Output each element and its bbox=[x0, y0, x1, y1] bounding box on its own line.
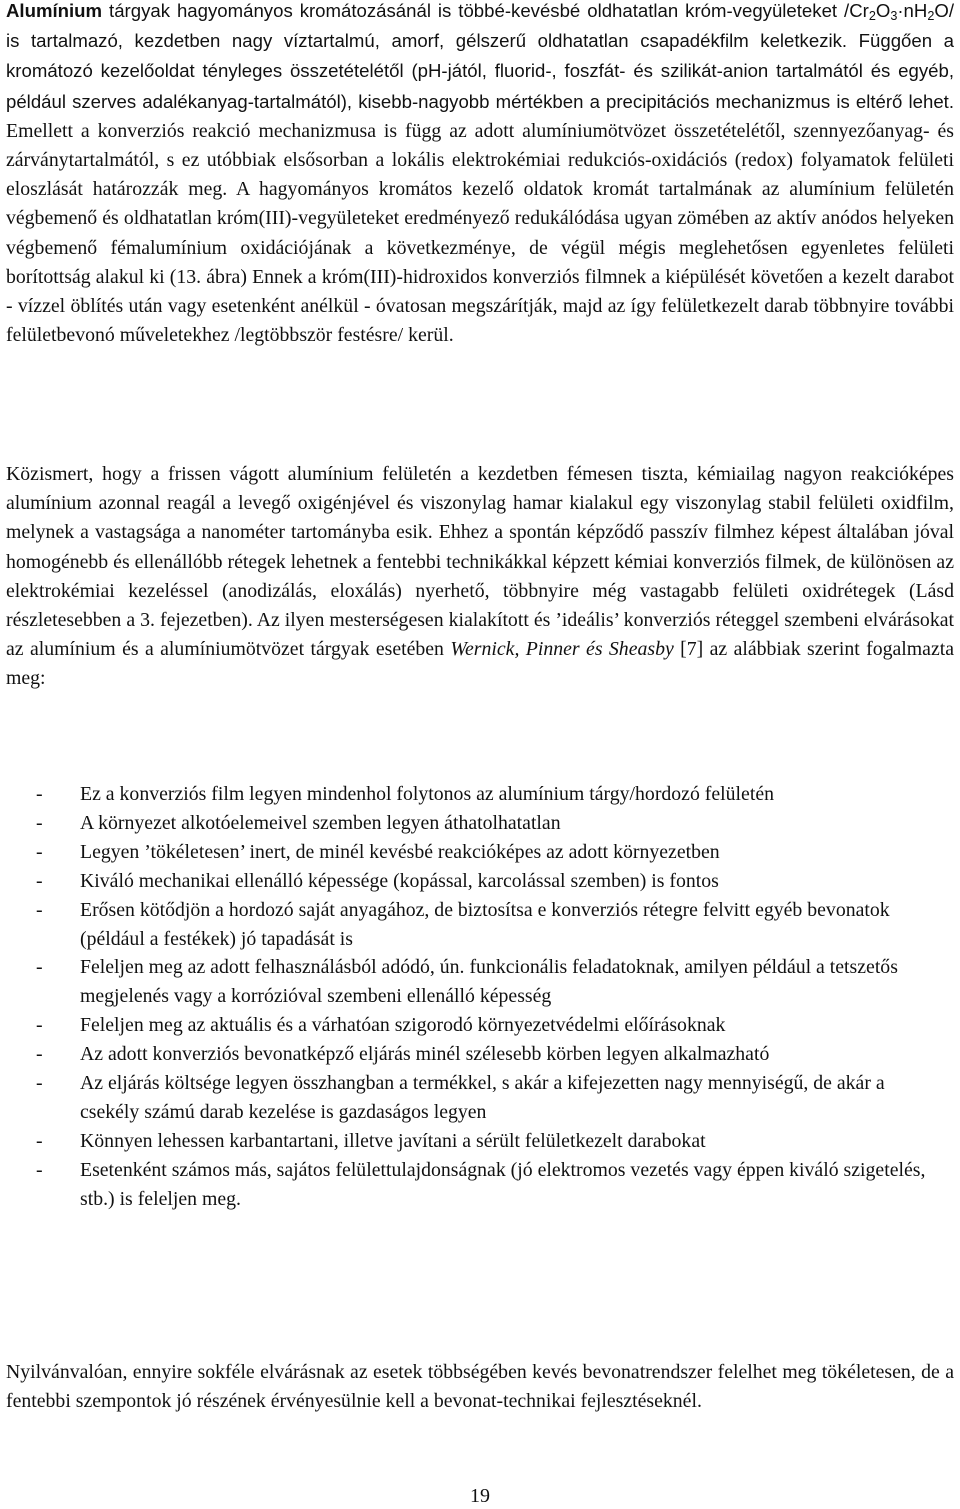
list-item bbox=[6, 780, 946, 809]
list-marker: - bbox=[36, 840, 43, 863]
list-marker: - bbox=[36, 1043, 43, 1066]
list-marker: - bbox=[36, 1072, 43, 1095]
list-marker: - bbox=[36, 956, 43, 979]
paragraph-conclusion: Nyilvánvalóan, ennyire sokféle elvárásnak az esetek többségében kevés bevonatrendszer felelhet meg tökéletesen, de a fentebbi szempontok jó részének érvényesülnie kell a bevonat-technikai fejlesztéseknél. bbox=[6, 1361, 954, 1413]
list-item-text: Könnyen lehessen karbantartani, illetve javítani a sérült felületkezelt darabokat bbox=[80, 1129, 706, 1152]
list-item bbox=[6, 896, 946, 954]
list-item-text: Erősen kötődjön a hordozó saját anyagához, de biztosítsa e konverziós rétegre felvitt egyéb bevonatok (például a festékek) jó tapadását is bbox=[80, 898, 890, 950]
list-marker: - bbox=[36, 1158, 43, 1181]
list-marker: - bbox=[36, 898, 43, 921]
list-marker: - bbox=[36, 1014, 43, 1037]
list-item bbox=[6, 838, 946, 867]
list-item-text: A környezet alkotóelemeivel szemben legyen áthatolhatatlan bbox=[80, 811, 561, 834]
list-item-text: Az adott konverziós bevonatképző eljárás minél szélesebb körben legyen alkalmazható bbox=[80, 1043, 770, 1066]
list-item bbox=[6, 1127, 946, 1156]
paragraph-oxide-film: Közismert, hogy a frissen vágott alumínium felületén a kezdetben fémesen tiszta, kémiailag nagyon reakcióképes alumínium azonnal reagál a levegő oxigénjével és viszonylag hamar kialakul egy viszonylag stabil felületi oxidfilm, melynek a vastagsága a nanométer tartományba esik. Ehhez a spontán képződő passzív filmhez képest általában jóval homogénebb és ellenállóbb rétegek lehetnek a fentebbi technikákkal képzett kémiai konverziós filmek, de különösen az elektrokémiai kezeléssel (anodizálás, eloxálás) nyerhető, többnyire még vastagabb felületi oxidrétegek (Lásd részletesebben a 3. fejezetben). Az ilyen mesterségesen kialakított és ’ideális’ konverziós réteggel szembeni elvárásokat az alumínium és a alumíniumötvözet tárgyak esetében Wernick, Pinner és Sheasby [7] az alábbiak szerint fogalmazta meg: bbox=[6, 463, 954, 690]
list-marker: - bbox=[36, 1129, 43, 1152]
list-item bbox=[6, 953, 946, 1011]
author-citation: Wernick, Pinner és Sheasby bbox=[450, 638, 674, 661]
list-marker: - bbox=[36, 783, 43, 805]
list-item bbox=[6, 1011, 946, 1040]
list-item-text: Legyen ’tökéletesen’ inert, de minél kevésbé reakcióképes az adott környezetben bbox=[80, 840, 720, 863]
list-marker: - bbox=[36, 811, 43, 834]
paragraph-chromating: Alumínium tárgyak hagyományos kromátozásánál is többé-kevésbé oldhatatlan króm-vegyületeket $/Cr_2O_3\cdot nH_2O/$ is tartalmazó, kezdetben nagy víztartalmú, amorf, gélszerű oldhatatlan csapadékfilm keletkezik. Függően a kromátozó kezelőoldat tényleges összetételétől (pH-jától, fluorid-, foszfát- és szilikát-anion tartalmától és egyéb, például szerves adalékanyag-tartalmától), kisebb-nagyobb mértékben a precipitációs mechanizmus is eltérő lehet. Emellett a konverziós reakció mechanizmusa is függ az adott alumíniumötvözet összetételétől, szennyezőanyag- és zárványtartalmától, s ez utóbbiak elsősorban a lokális elektrokémiai redukciós-oxidációs (redox) folyamatok felületi eloszlását határozzák meg. A hagyományos kromátos kezelő oldatok kromát tartalmának az alumínium felületén végbemenő és oldhatatlan króm(III)-vegyületeket eredményező redukálódása ugyan zömében az aktív anódos helyeken végbemenő fémalumínium oxidációjának a következménye, de végül mégis meglehetősen egyenletes felületi borítottság alakul ki (13. ábra) Ennek a króm(III)-hidroxidos konverziós filmnek a kiépülését követően a kezelt darabot - vízzel öblítés után vagy esetenként anélkül - óvatosan megszárítják, majd az így felületkezelt darab többnyire további felületbevonó műveletekhez /legtöbbször festésre/ kerül. bbox=[6, 0, 954, 347]
list-item bbox=[6, 867, 946, 896]
list-item bbox=[6, 1069, 946, 1127]
bold-term: Alumínium bbox=[6, 0, 103, 21]
requirements-list bbox=[6, 780, 946, 1214]
page-number: 19 bbox=[470, 1485, 490, 1507]
list-item-text: Feleljen meg az aktuális és a várhatóan szigorodó környezetvédelmi előírásoknak bbox=[80, 1014, 726, 1037]
list-marker: - bbox=[36, 869, 43, 892]
list-item-text: Kiváló mechanikai ellenálló képessége (kopással, karcolással szemben) is fontos bbox=[80, 869, 719, 892]
list-item bbox=[6, 809, 946, 838]
list-item bbox=[6, 1156, 946, 1214]
list-item-text: Az eljárás költsége legyen összhangban a termékkel, s akár a kifejezetten nagy mennyiségű, de akár a csekély számú darab kezelése is gazdaságos legyen bbox=[80, 1072, 885, 1123]
list-item-text: Feleljen meg az adott felhasználásból adódó, ún. funkcionális feladatoknak, amilyen például a tetszetős megjelenés vagy a korrózióval szembeni ellenálló képesség bbox=[80, 956, 898, 1008]
list-item bbox=[6, 1040, 946, 1069]
list-item-text: Esetenként számos más, sajátos felülettulajdonságnak (jó elektromos vezetés vagy éppen kiváló szigetelés, stb.) is feleljen meg. bbox=[80, 1158, 926, 1210]
list-item-text: Ez a konverziós film legyen mindenhol folytonos az alumínium tárgy/hordozó felületén bbox=[80, 783, 774, 805]
